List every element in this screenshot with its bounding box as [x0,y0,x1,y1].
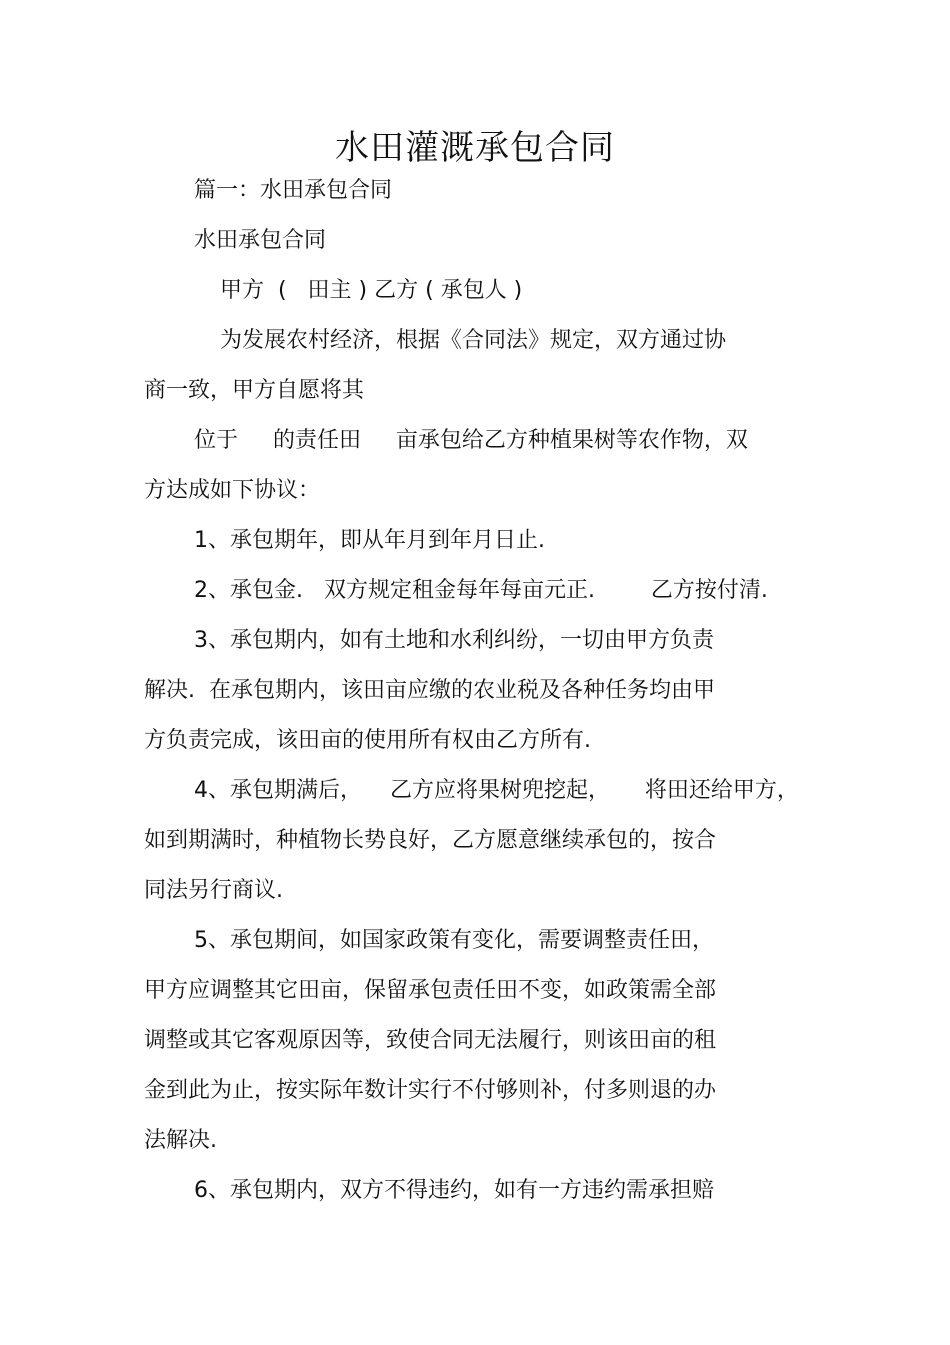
clause-line: 金到此为止，按实际年数计实行不付够则补，付多则退的办 [144,1078,717,1103]
clause-line: 解决. 在承包期内，该田亩应缴的农业税及各种任务均由甲 [144,678,715,703]
clause-line: 4、承包期满后， 乙方应将果树兜挖起， 将田还给甲方， [194,778,799,803]
paragraph-line: 商一致，甲方自愿将其 [144,378,365,403]
clause-line: 法解决. [144,1128,217,1153]
clause-line: 2、承包金. 双方规定租金每年每亩元正. 乙方按付清. [194,578,768,603]
clause-line: 调整或其它客观原因等，致使合同无法履行，则该田亩的租 [144,1028,717,1053]
clause-line: 1、承包期年，即从年月到年月日止. [194,528,545,553]
clause-line: 6、承包期内，双方不得违约，如有一方违约需承担赔 [194,1178,714,1203]
clause-line: 甲方应调整其它田亩，保留承包责任田不变，如政策需全部 [144,978,717,1003]
paragraph-line: 为发展农村经济，根据《合同法》规定，双方通过协 [220,328,727,353]
paragraph-line: 方达成如下协议： [144,478,321,503]
clause-line: 方负责完成，该田亩的使用所有权由乙方所有. [144,728,591,753]
section-heading: 篇一：水田承包合同 [194,178,393,203]
paragraph-line: 位于 的责任田 亩承包给乙方种植果树等农作物，双 [194,428,748,453]
clause-line: 同法另行商议. [144,878,283,903]
clause-line: 3、承包期内，如有土地和水利纠纷，一切由甲方负责 [194,628,714,653]
document-title: 水田灌溉承包合同 [335,128,615,168]
parties-line: 甲方 ( 田主 ) 乙方 ( 承包人 ) [220,278,523,303]
contract-subtitle: 水田承包合同 [194,228,327,253]
clause-line: 如到期满时，种植物长势良好，乙方愿意继续承包的，按合 [144,828,717,853]
clause-line: 5、承包期间，如国家政策有变化，需要调整责任田， [194,928,714,953]
